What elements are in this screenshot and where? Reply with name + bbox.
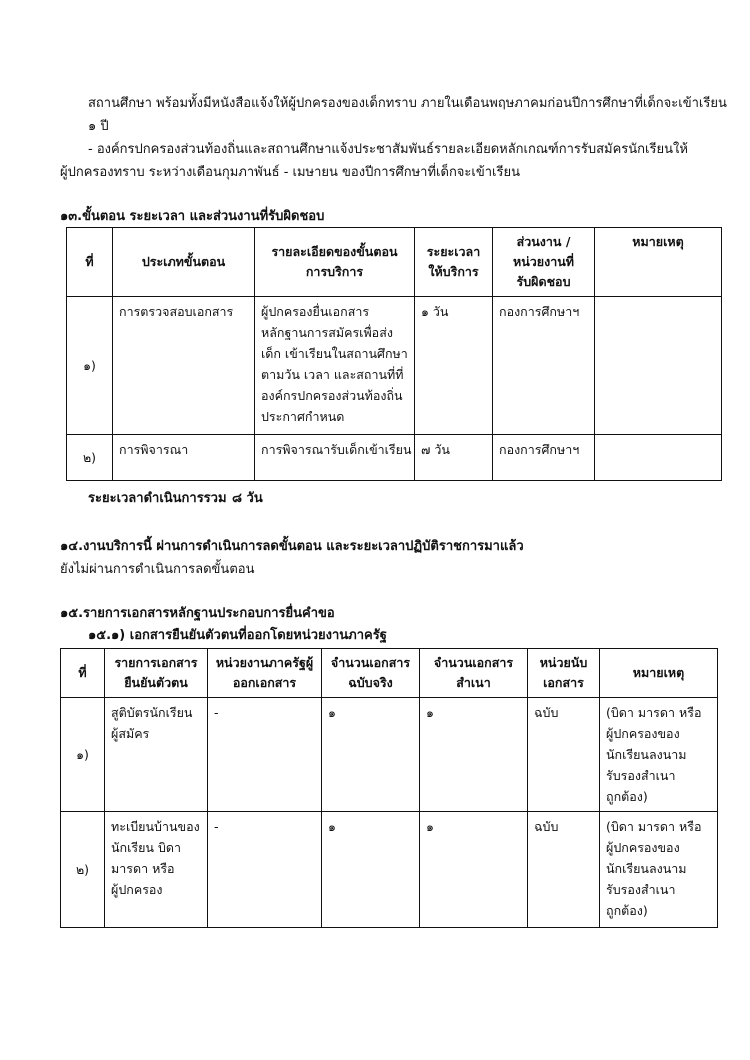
- step-detail-line: ตามวัน เวลา และสถานที่ที่: [261, 367, 404, 382]
- total-time-label: ระยะเวลาดำเนินการรวม: [88, 491, 227, 506]
- step-time: ๗ วัน: [415, 435, 493, 481]
- doc-note-line: ถูกต้อง): [606, 903, 648, 918]
- doc-unit: ฉบับ: [528, 698, 600, 812]
- docs-header-copy-line: จำนวนเอกสาร: [433, 655, 514, 670]
- step-detail-line: ประกาศกำหนด: [261, 409, 345, 424]
- doc-name: [105, 698, 208, 812]
- doc-name: [105, 812, 208, 928]
- documents-table: [60, 648, 718, 928]
- intro-line-2: ๑ ปี: [88, 119, 109, 134]
- docs-header-unit-line: เอกสาร: [543, 675, 584, 690]
- step-note: [595, 435, 722, 481]
- step-note: [595, 297, 722, 435]
- steps-header-time-line: ให้บริการ: [428, 264, 479, 279]
- doc-note: [600, 698, 718, 812]
- steps-header-note: หมายเหตุ: [595, 228, 722, 297]
- total-time-value: ๘ วัน: [232, 491, 263, 506]
- docs-header-unit: [528, 649, 600, 698]
- step-no: ๒): [67, 435, 113, 481]
- doc-note-line: นักเรียนลงนาม: [606, 747, 687, 762]
- docs-header-issuer: [208, 649, 322, 698]
- doc-no: ๑): [61, 698, 105, 812]
- step-detail: [255, 297, 415, 435]
- section-15-1-subtitle: ๑๕.๑) เอกสารยืนยันตัวตนที่ออกโดยหน่วยงานภาครัฐ: [88, 628, 387, 643]
- documents-table-header: [61, 649, 718, 698]
- doc-copy-count: ๑: [420, 698, 528, 812]
- docs-header-issuer-line: หน่วยงานภาครัฐผู้: [215, 655, 314, 670]
- doc-name-line: ผู้ปกครอง: [111, 882, 163, 897]
- doc-name-line: ทะเบียนบ้านของ: [111, 819, 200, 834]
- steps-header-detail-line: การบริการ: [305, 264, 364, 279]
- step-detail-line: ผู้ปกครองยื่นเอกสาร: [261, 304, 370, 319]
- docs-header-no: ที่: [61, 649, 105, 698]
- step-unit: กองการศึกษาฯ: [493, 435, 595, 481]
- steps-header-type: ประเภทขั้นตอน: [113, 228, 255, 297]
- steps-header-unit-line: รับผิดชอบ: [516, 274, 571, 289]
- doc-note-line: รับรองสำเนา: [606, 768, 676, 783]
- doc-no: ๒): [61, 812, 105, 928]
- section-15-title: ๑๕.รายการเอกสารหลักฐานประกอบการยื่นคำขอ: [60, 606, 335, 621]
- intro-line-4: ผู้ปกครองทราบ ระหว่างเดือนกุมภาพันธ์ - เมษายน ของปีการศึกษาที่เด็กจะเข้าเรียน: [60, 165, 520, 180]
- step-type: การพิจารณา: [113, 435, 255, 481]
- step-detail-line: เด็ก เข้าเรียนในสถานศึกษา: [261, 346, 408, 361]
- intro-line-1: สถานศึกษา พร้อมทั้งมีหนังสือแจ้งให้ผู้ปกครองของเด็กทราบ ภายในเดือนพฤษภาคมก่อนปีการศึกษาที่เด็กจะเข้าเรียน: [88, 96, 727, 111]
- steps-header-time: [415, 228, 493, 297]
- step-no: ๑): [67, 297, 113, 435]
- docs-header-issuer-line: ออกเอกสาร: [232, 675, 297, 690]
- doc-note-line: รับรองสำเนา: [606, 882, 676, 897]
- doc-note-line: (บิดา มารดา หรือ: [606, 705, 702, 720]
- doc-original-count: ๑: [322, 812, 420, 928]
- docs-header-doc: [105, 649, 208, 698]
- section-14-title: ๑๔.งานบริการนี้ ผ่านการดำเนินการลดขั้นตอน และระยะเวลาปฏิบัติราชการมาแล้ว: [60, 539, 524, 554]
- docs-header-original-line: ฉบับจริง: [348, 675, 393, 690]
- doc-note-line: ผู้ปกครองของ: [606, 840, 680, 855]
- steps-table: [66, 227, 722, 481]
- step-detail: [255, 435, 415, 481]
- table-row: [67, 435, 722, 481]
- doc-note-line: ผู้ปกครองของ: [606, 726, 680, 741]
- doc-issuer: -: [208, 812, 322, 928]
- docs-header-original-line: จำนวนเอกสาร: [330, 655, 411, 670]
- step-detail-line: การพิจารณารับเด็กเข้าเรียน: [261, 442, 412, 457]
- steps-header-no: ที่: [67, 228, 113, 297]
- step-unit: กองการศึกษาฯ: [493, 297, 595, 435]
- table-row: [61, 698, 718, 812]
- step-detail-line: หลักฐานการสมัครเพื่อส่ง: [261, 325, 393, 340]
- step-type: การตรวจสอบเอกสาร: [113, 297, 255, 435]
- doc-note-line: ถูกต้อง): [606, 789, 648, 804]
- steps-header-detail-line: รายละเอียดของขั้นตอน: [271, 244, 398, 259]
- doc-unit: ฉบับ: [528, 812, 600, 928]
- doc-name-line: นักเรียน บิดา: [111, 840, 182, 855]
- steps-header-unit-line: หน่วยงานที่: [512, 254, 575, 269]
- section-13-title: ๑๓.ขั้นตอน ระยะเวลา และส่วนงานที่รับผิดชอบ: [60, 209, 325, 224]
- section-14-status: ยังไม่ผ่านการดำเนินการลดขั้นตอน: [60, 562, 255, 577]
- table-row: [67, 297, 722, 435]
- doc-name-line: มารดา หรือ: [111, 861, 175, 876]
- doc-name-line: สูติบัตรนักเรียน: [111, 705, 193, 720]
- doc-original-count: ๑: [322, 698, 420, 812]
- doc-note-line: นักเรียนลงนาม: [606, 861, 687, 876]
- steps-header-unit-line: ส่วนงาน /: [516, 234, 571, 249]
- steps-header-time-line: ระยะเวลา: [426, 244, 481, 259]
- docs-header-copy: [420, 649, 528, 698]
- steps-table-header: [67, 228, 722, 297]
- docs-header-copy-line: สำเนา: [456, 675, 491, 690]
- step-detail-line: องค์กรปกครองส่วนท้องถิ่น: [261, 388, 403, 403]
- doc-note-line: (บิดา มารดา หรือ: [606, 819, 702, 834]
- doc-note: [600, 812, 718, 928]
- docs-header-note: หมายเหตุ: [600, 649, 718, 698]
- doc-name-line: ผู้สมัคร: [111, 726, 150, 741]
- docs-header-doc-line: รายการเอกสาร: [114, 655, 198, 670]
- intro-line-3: - องค์กรปกครองส่วนท้องถิ่นและสถานศึกษาแจ้งประชาสัมพันธ์รายละเอียดหลักเกณฑ์การรับสมัครนักเรียนให้: [88, 142, 688, 157]
- steps-header-unit: [493, 228, 595, 297]
- docs-header-unit-line: หน่วยนับ: [539, 655, 588, 670]
- table-row: [61, 812, 718, 928]
- docs-header-original: [322, 649, 420, 698]
- step-time: ๑ วัน: [415, 297, 493, 435]
- doc-copy-count: ๑: [420, 812, 528, 928]
- doc-issuer: -: [208, 698, 322, 812]
- steps-header-detail: [255, 228, 415, 297]
- docs-header-doc-line: ยืนยันตัวตน: [124, 675, 188, 690]
